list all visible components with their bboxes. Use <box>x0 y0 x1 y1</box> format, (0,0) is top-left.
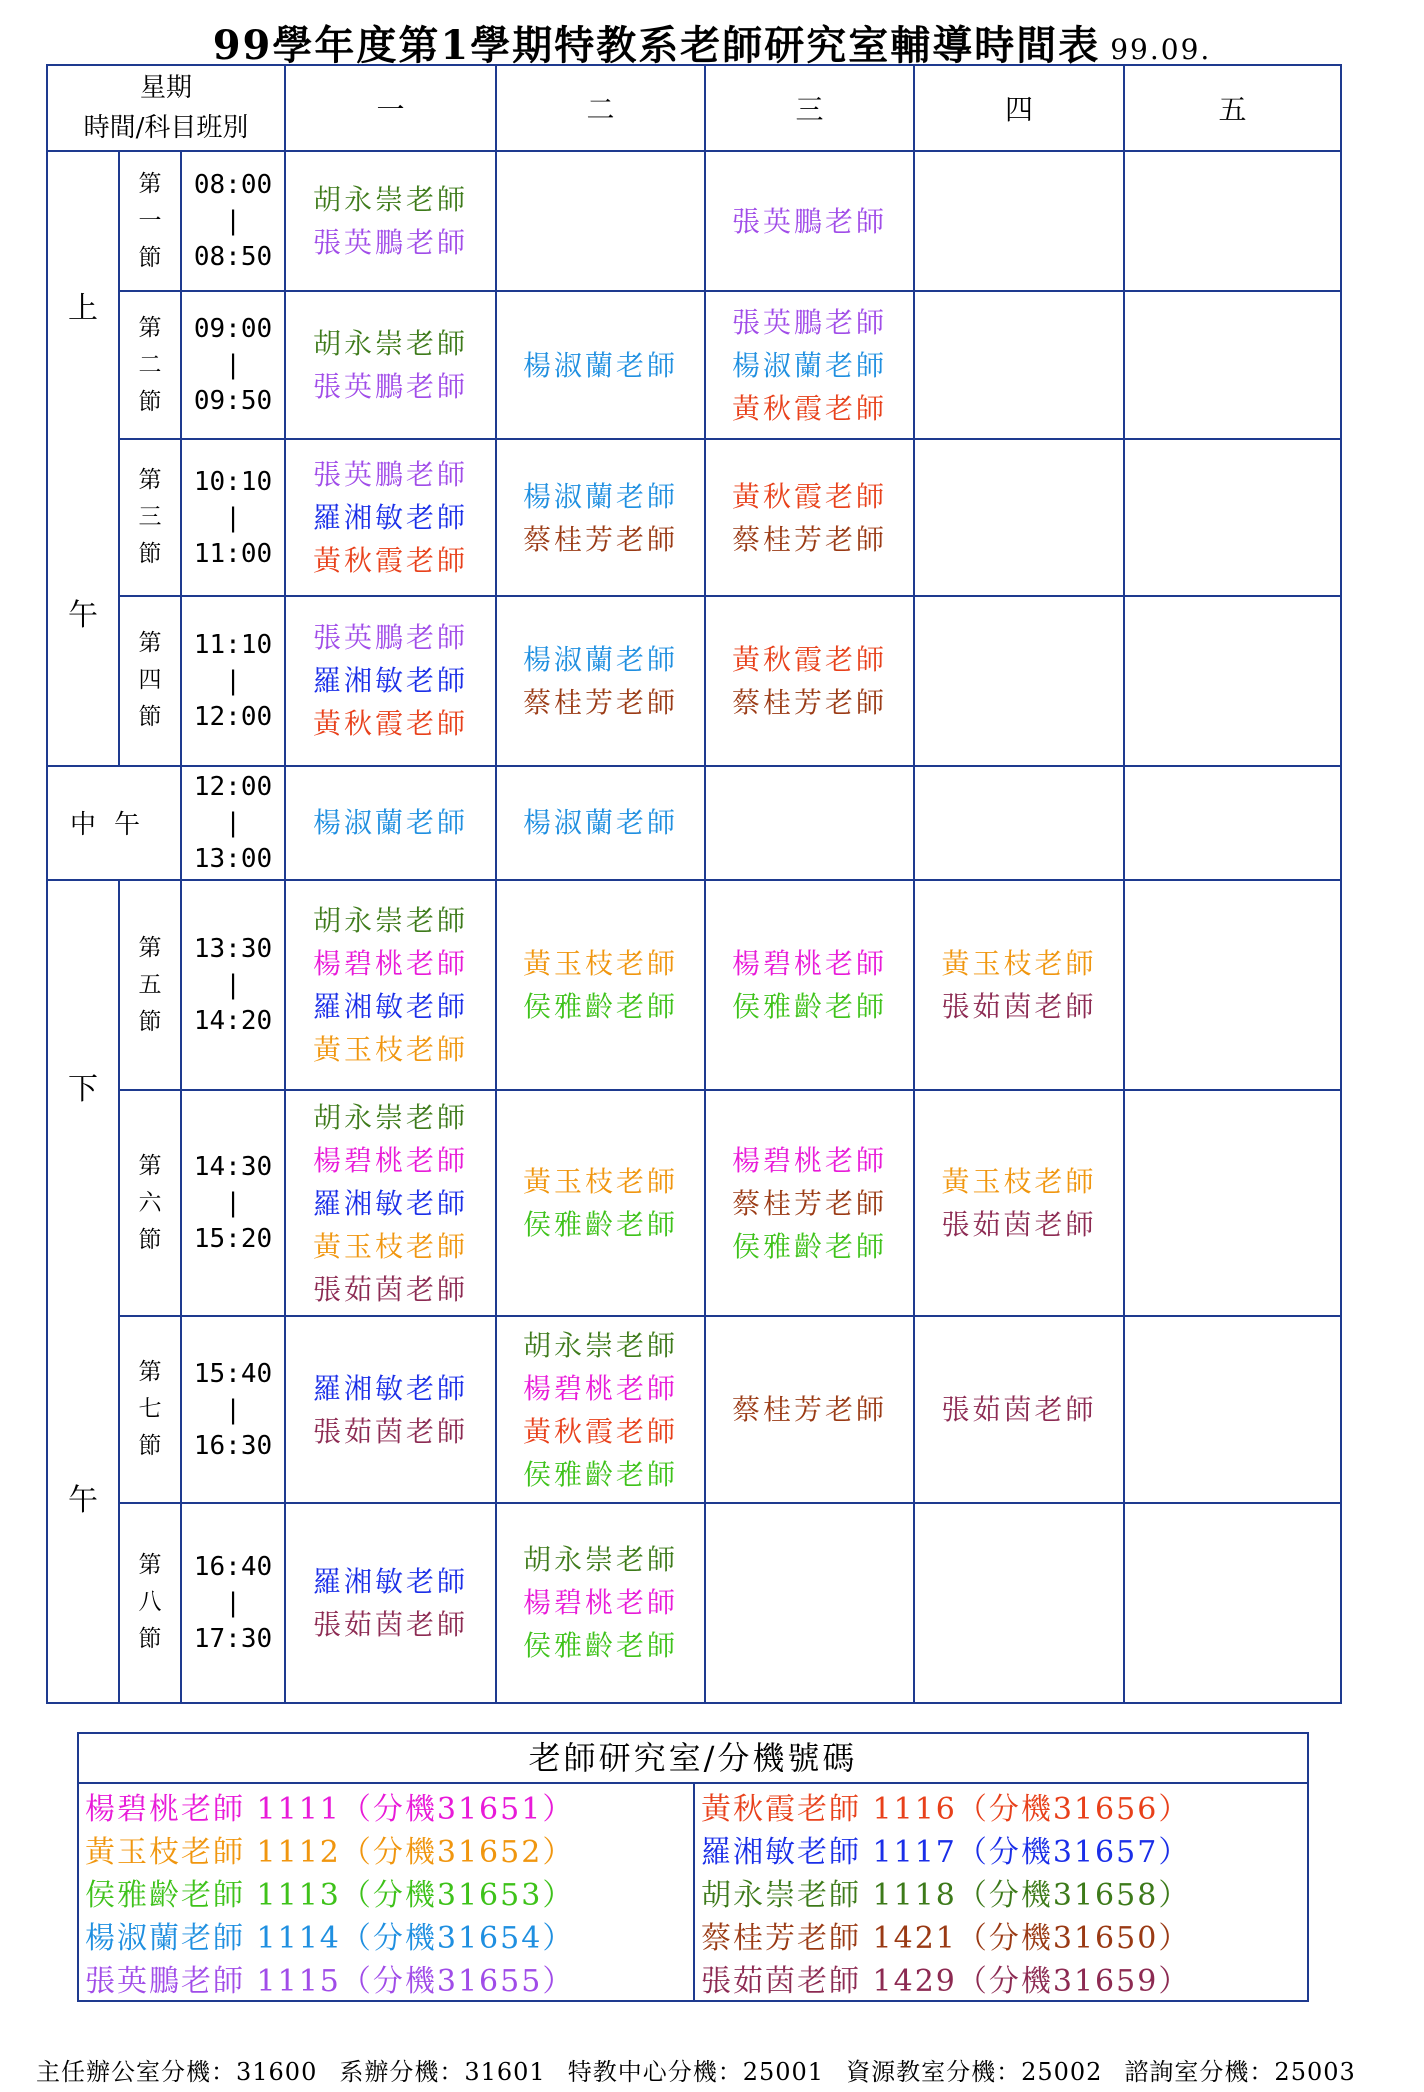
teacher-name: 黃玉枝老師 <box>313 1033 469 1067</box>
schedule-cell-mon <box>285 1503 496 1703</box>
extension-entry: 楊淑蘭老師 1114（分機31654） <box>85 1921 575 1956</box>
schedule-cell-fri <box>1124 1090 1341 1316</box>
schedule-cell-mon <box>285 1316 496 1502</box>
schedule-cell-wed <box>705 1316 914 1502</box>
extension-directory <box>77 1732 1309 2002</box>
time-start: 16:40 <box>193 1551 273 1582</box>
period-time <box>181 766 285 880</box>
schedule-cell-thu <box>914 1316 1124 1502</box>
period-label-char: 第 <box>138 170 162 197</box>
schedule-cell-wed <box>705 439 914 595</box>
period-label-char: 三 <box>138 504 162 531</box>
teacher-name: 黃玉枝老師 <box>941 947 1097 981</box>
period-label <box>119 439 181 595</box>
schedule-cell-mon <box>285 766 496 880</box>
schedule-cell-fri <box>1124 151 1341 291</box>
period-time <box>181 596 285 766</box>
schedule-cell-tue <box>496 766 705 880</box>
schedule-cell-thu <box>914 439 1124 595</box>
period-time <box>181 1090 285 1316</box>
session-char: 下 <box>68 1072 98 1108</box>
teacher-name: 張英鵬老師 <box>313 621 469 655</box>
time-sep: | <box>225 665 241 696</box>
period-row <box>47 291 1341 439</box>
day-header-wed: 三 <box>705 65 914 151</box>
schedule-cell-thu <box>914 291 1124 439</box>
extension-entry: 張英鵬老師 1115（分機31655） <box>85 1964 575 1999</box>
period-row <box>47 151 1341 291</box>
extension-entry: 羅湘敏老師 1117（分機31657） <box>701 1835 1191 1870</box>
period-row <box>47 1503 1341 1703</box>
time-end: 17:30 <box>193 1623 273 1654</box>
period-time <box>181 1503 285 1703</box>
teacher-name: 蔡桂芳老師 <box>523 522 679 556</box>
schedule-cell-tue <box>496 1316 705 1502</box>
teacher-name: 張英鵬老師 <box>732 305 888 339</box>
period-label-char: 八 <box>138 1589 162 1616</box>
period-label-char: 節 <box>138 1626 162 1653</box>
time-end: 11:00 <box>193 538 273 569</box>
schedule-cell-wed <box>705 880 914 1090</box>
teacher-name: 黃玉枝老師 <box>941 1165 1097 1199</box>
teacher-name: 羅湘敏老師 <box>313 501 469 535</box>
teacher-name: 黃秋霞老師 <box>732 479 888 513</box>
period-label-char: 二 <box>138 351 162 378</box>
teacher-name: 羅湘敏老師 <box>313 990 469 1024</box>
teacher-name: 蔡桂芳老師 <box>523 685 679 719</box>
schedule-cell-tue <box>496 439 705 595</box>
period-label <box>119 1503 181 1703</box>
period-time <box>181 439 285 595</box>
teacher-name: 侯雅齡老師 <box>732 990 888 1024</box>
teacher-name: 侯雅齡老師 <box>523 1208 679 1242</box>
period-label <box>119 880 181 1090</box>
session-char: 午 <box>68 597 98 633</box>
teacher-name: 蔡桂芳老師 <box>732 522 888 556</box>
period-label-char: 第 <box>138 1552 162 1579</box>
schedule-cell-tue <box>496 880 705 1090</box>
time-sep: | <box>225 970 241 1001</box>
session-morning-label <box>47 151 119 766</box>
period-time <box>181 880 285 1090</box>
schedule-cell-mon <box>285 291 496 439</box>
teacher-name: 楊碧桃老師 <box>313 1143 469 1177</box>
teacher-name: 張茹茵老師 <box>941 1208 1097 1242</box>
time-end: 08:50 <box>193 242 273 273</box>
day-header-tue: 二 <box>496 65 705 151</box>
header-weekday-label: 星期 <box>140 73 193 104</box>
period-label-char: 節 <box>138 704 162 731</box>
time-end: 14:20 <box>193 1006 273 1037</box>
period-label-char: 節 <box>138 541 162 568</box>
period-time <box>181 1316 285 1502</box>
schedule-cell-fri <box>1124 1316 1341 1502</box>
extension-directory-title: 老師研究室/分機號碼 <box>79 1734 1307 1784</box>
teacher-name: 胡永崇老師 <box>313 183 469 217</box>
schedule-cell-wed <box>705 1503 914 1703</box>
teacher-name: 黃秋霞老師 <box>313 707 469 741</box>
session-noon-label: 中午 <box>47 766 181 880</box>
schedule-cell-mon <box>285 1090 496 1316</box>
teacher-name: 胡永崇老師 <box>313 904 469 938</box>
period-label-char: 一 <box>138 207 162 234</box>
schedule-cell-wed <box>705 1090 914 1316</box>
period-row <box>47 880 1341 1090</box>
time-sep: | <box>225 807 241 838</box>
schedule-cell-thu <box>914 151 1124 291</box>
schedule-cell-fri <box>1124 596 1341 766</box>
teacher-name: 侯雅齡老師 <box>523 990 679 1024</box>
period-row <box>47 1316 1341 1502</box>
period-label-char: 節 <box>138 1433 162 1460</box>
time-end: 16:30 <box>193 1430 273 1461</box>
period-time <box>181 151 285 291</box>
footer-extension: 諮詢室分機：25003 <box>1124 2058 1356 2086</box>
time-sep: | <box>225 206 241 237</box>
teacher-name: 楊淑蘭老師 <box>523 806 679 840</box>
time-start: 14:30 <box>193 1152 273 1183</box>
schedule-cell-tue <box>496 291 705 439</box>
day-header-mon: 一 <box>285 65 496 151</box>
time-end: 13:00 <box>193 843 273 874</box>
teacher-name: 黃秋霞老師 <box>523 1414 679 1448</box>
teacher-name: 羅湘敏老師 <box>313 1371 469 1405</box>
document-title <box>0 14 1424 71</box>
footer-extension: 資源教室分機：25002 <box>846 2058 1103 2086</box>
period-label-char: 節 <box>138 244 162 271</box>
time-start: 15:40 <box>193 1358 273 1389</box>
time-end: 09:50 <box>193 386 273 417</box>
period-label <box>119 596 181 766</box>
day-header-fri: 五 <box>1124 65 1341 151</box>
period-label-char: 第 <box>138 467 162 494</box>
time-sep: | <box>225 1587 241 1618</box>
schedule-cell-thu <box>914 1503 1124 1703</box>
footer-extension: 系辦分機：31601 <box>339 2058 546 2086</box>
extension-entry: 黃玉枝老師 1112（分機31652） <box>85 1835 575 1870</box>
schedule-cell-fri <box>1124 439 1341 595</box>
time-end: 12:00 <box>193 701 273 732</box>
teacher-name: 張英鵬老師 <box>313 370 469 404</box>
teacher-name: 楊碧桃老師 <box>732 1143 888 1177</box>
period-label-char: 五 <box>138 971 162 998</box>
extension-entry: 蔡桂芳老師 1421（分機31650） <box>701 1921 1191 1956</box>
title-text: 99學年度第1學期特教系老師研究室輔導時間表 <box>212 22 1101 69</box>
schedule-cell-wed <box>705 291 914 439</box>
teacher-name: 張英鵬老師 <box>313 458 469 492</box>
extension-entry: 楊碧桃老師 1111（分機31651） <box>85 1792 575 1827</box>
extension-entry: 胡永崇老師 1118（分機31658） <box>701 1878 1191 1913</box>
teacher-name: 黃秋霞老師 <box>732 391 888 425</box>
schedule-cell-thu <box>914 766 1124 880</box>
teacher-name: 張茹茵老師 <box>941 990 1097 1024</box>
teacher-name: 蔡桂芳老師 <box>732 1393 888 1427</box>
extension-entry: 黃秋霞老師 1116（分機31656） <box>701 1792 1191 1827</box>
noon-row <box>47 766 1341 880</box>
schedule-cell-tue <box>496 151 705 291</box>
teacher-name: 侯雅齡老師 <box>523 1629 679 1663</box>
teacher-name: 黃秋霞老師 <box>313 544 469 578</box>
footer-extensions <box>36 2052 1416 2087</box>
schedule-cell-fri <box>1124 766 1341 880</box>
time-start: 10:10 <box>193 466 273 497</box>
schedule-cell-fri <box>1124 880 1341 1090</box>
teacher-name: 胡永崇老師 <box>313 327 469 361</box>
time-start: 11:10 <box>193 629 273 660</box>
teacher-name: 楊碧桃老師 <box>732 947 888 981</box>
schedule-cell-thu <box>914 880 1124 1090</box>
schedule-cell-thu <box>914 1090 1124 1316</box>
time-start: 12:00 <box>193 771 273 802</box>
schedule-cell-tue <box>496 596 705 766</box>
header-row <box>47 65 1341 151</box>
footer-extension: 主任辦公室分機：31600 <box>36 2058 318 2086</box>
teacher-name: 黃玉枝老師 <box>523 947 679 981</box>
day-header-thu: 四 <box>914 65 1124 151</box>
session-afternoon-label <box>47 880 119 1703</box>
time-start: 13:30 <box>193 934 273 965</box>
schedule-cell-thu <box>914 596 1124 766</box>
teacher-name: 黃玉枝老師 <box>523 1165 679 1199</box>
extension-entry: 侯雅齡老師 1113（分機31653） <box>85 1878 575 1913</box>
period-label-char: 四 <box>138 667 162 694</box>
teacher-name: 楊淑蘭老師 <box>732 348 888 382</box>
schedule-table <box>46 64 1342 1704</box>
period-label-char: 第 <box>138 314 162 341</box>
teacher-name: 羅湘敏老師 <box>313 1186 469 1220</box>
teacher-name: 侯雅齡老師 <box>523 1457 679 1491</box>
teacher-name: 蔡桂芳老師 <box>732 685 888 719</box>
teacher-name: 楊碧桃老師 <box>523 1371 679 1405</box>
period-row <box>47 596 1341 766</box>
teacher-name: 張茹茵老師 <box>313 1607 469 1641</box>
teacher-name: 羅湘敏老師 <box>313 664 469 698</box>
teacher-name: 羅湘敏老師 <box>313 1564 469 1598</box>
period-label-char: 節 <box>138 388 162 415</box>
extension-entry: 張茹茵老師 1429（分機31659） <box>701 1964 1191 1999</box>
header-corner-cell <box>47 65 285 151</box>
schedule-cell-fri <box>1124 291 1341 439</box>
teacher-name: 楊淑蘭老師 <box>523 642 679 676</box>
teacher-name: 張英鵬老師 <box>732 204 888 238</box>
time-sep: | <box>225 1394 241 1425</box>
footer-extension: 特教中心分機：25001 <box>567 2058 825 2086</box>
teacher-name: 張英鵬老師 <box>313 226 469 260</box>
schedule-cell-mon <box>285 439 496 595</box>
period-label-char: 第 <box>138 1152 162 1179</box>
schedule-cell-tue <box>496 1090 705 1316</box>
teacher-name: 胡永崇老師 <box>313 1100 469 1134</box>
period-row <box>47 1090 1341 1316</box>
teacher-name: 張茹茵老師 <box>313 1272 469 1306</box>
period-label-char: 第 <box>138 630 162 657</box>
period-label <box>119 1090 181 1316</box>
period-label-char: 節 <box>138 1008 162 1035</box>
period-label-char: 第 <box>138 1359 162 1386</box>
teacher-name: 蔡桂芳老師 <box>732 1186 888 1220</box>
schedule-cell-mon <box>285 151 496 291</box>
teacher-name: 黃玉枝老師 <box>313 1229 469 1263</box>
period-label-char: 第 <box>138 934 162 961</box>
teacher-name: 侯雅齡老師 <box>732 1229 888 1263</box>
time-sep: | <box>225 502 241 533</box>
schedule-cell-wed <box>705 151 914 291</box>
period-label <box>119 1316 181 1502</box>
teacher-name: 楊淑蘭老師 <box>523 479 679 513</box>
session-char: 上 <box>68 291 98 327</box>
extension-column-left <box>79 1784 693 2000</box>
time-start: 09:00 <box>193 314 273 345</box>
teacher-name: 胡永崇老師 <box>523 1543 679 1577</box>
period-label <box>119 151 181 291</box>
teacher-name: 胡永崇老師 <box>523 1328 679 1362</box>
time-start: 08:00 <box>193 170 273 201</box>
period-label <box>119 291 181 439</box>
schedule-cell-tue <box>496 1503 705 1703</box>
period-row <box>47 439 1341 595</box>
period-time <box>181 291 285 439</box>
extension-column-right <box>693 1784 1307 2000</box>
title-date: 99.09. <box>1110 33 1212 66</box>
teacher-name: 黃秋霞老師 <box>732 642 888 676</box>
header-time-label: 時間/科目班別 <box>83 113 249 144</box>
teacher-name: 楊淑蘭老師 <box>313 806 469 840</box>
schedule-cell-fri <box>1124 1503 1341 1703</box>
session-char: 午 <box>68 1482 98 1518</box>
teacher-name: 楊碧桃老師 <box>313 947 469 981</box>
time-sep: | <box>225 1188 241 1219</box>
schedule-cell-wed <box>705 596 914 766</box>
teacher-name: 張茹茵老師 <box>313 1414 469 1448</box>
teacher-name: 楊碧桃老師 <box>523 1586 679 1620</box>
teacher-name: 張茹茵老師 <box>941 1393 1097 1427</box>
schedule-cell-mon <box>285 596 496 766</box>
teacher-name: 楊淑蘭老師 <box>523 348 679 382</box>
period-label-char: 七 <box>138 1396 162 1423</box>
period-label-char: 節 <box>138 1226 162 1253</box>
schedule-cell-wed <box>705 766 914 880</box>
time-sep: | <box>225 350 241 381</box>
period-label-char: 六 <box>138 1189 162 1216</box>
schedule-cell-mon <box>285 880 496 1090</box>
time-end: 15:20 <box>193 1224 273 1255</box>
